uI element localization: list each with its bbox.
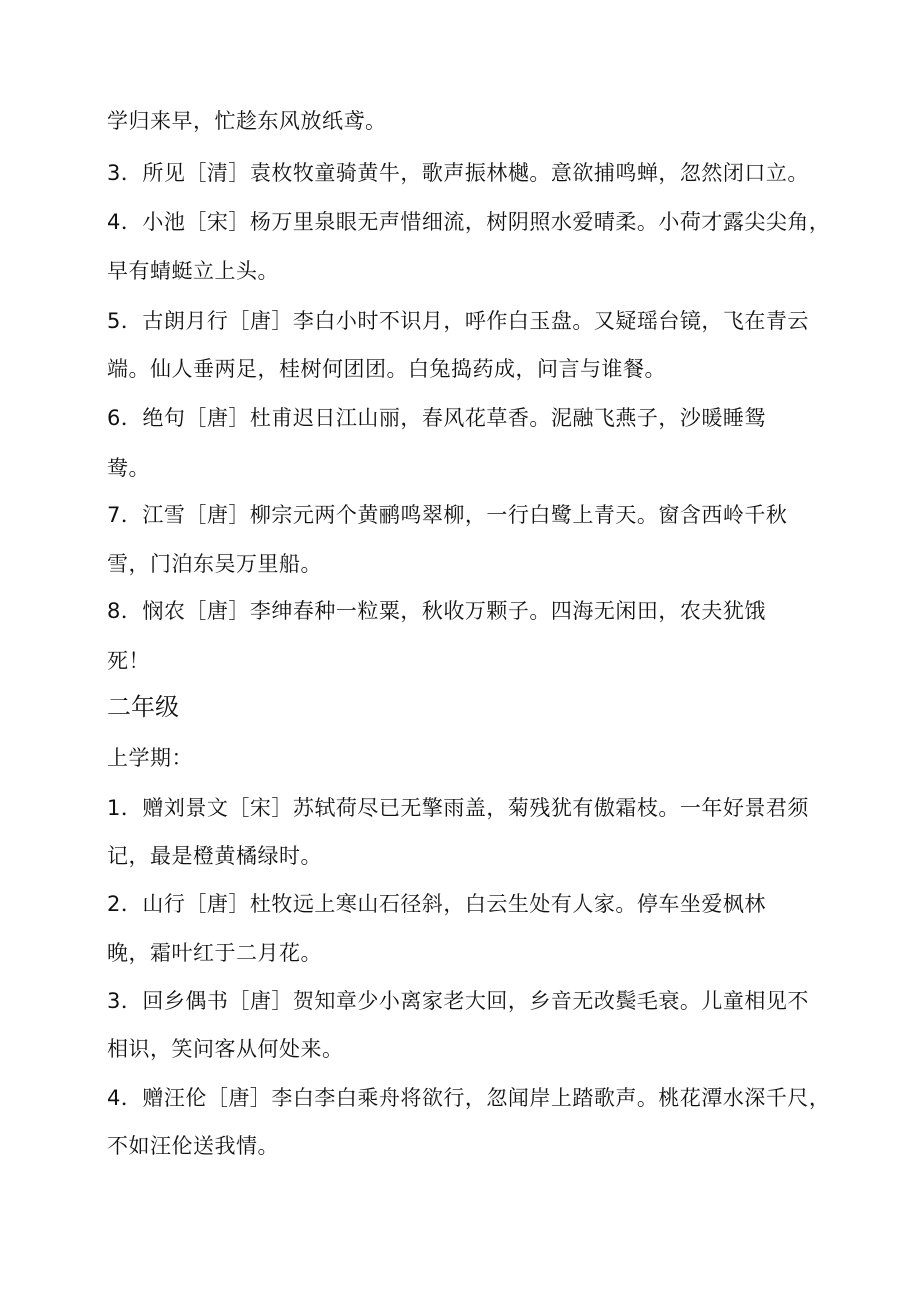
- text-line: 2．山行［唐］杜牧远上寒山石径斜，白云生处有人家。停车坐爱枫林: [107, 892, 766, 916]
- text-line: 学归来早，忙趁东风放纸鸢。: [107, 109, 387, 133]
- text-line: 死！: [107, 649, 150, 673]
- text-line: 4．小池［宋］杨万里泉眼无声惜细流，树阴照水爱晴柔。小荷才露尖尖角，: [107, 210, 831, 234]
- subheading: 上学期：: [107, 746, 193, 770]
- text-line: 3．所见［清］袁枚牧童骑黄牛，歌声振林樾。意欲捕鸣蝉，忽然闭口立。: [107, 161, 809, 185]
- text-line: 雪，门泊东吴万里船。: [107, 552, 322, 576]
- text-line: 3．回乡偶书［唐］贺知章少小离家老大回，乡音无改鬓毛衰。儿童相见不: [107, 989, 809, 1013]
- text-line: 1．赠刘景文［宋］苏轼荷尽已无擎雨盖，菊残犹有傲霜枝。一年好景君须: [107, 796, 809, 820]
- section-heading: 二年级: [107, 693, 179, 721]
- text-line: 4．赠汪伦［唐］李白李白乘舟将欲行，忽闻岸上踏歌声。桃花潭水深千尺，: [107, 1086, 831, 1110]
- text-line: 7．江雪［唐］柳宗元两个黄鹂鸣翠柳，一行白鹭上青天。窗含西岭千秋: [107, 503, 788, 527]
- text-line: 晚，霜叶红于二月花。: [107, 941, 322, 965]
- text-line: 鸯。: [107, 456, 150, 480]
- text-line: 相识，笑问客从何处来。: [107, 1037, 344, 1061]
- text-line: 端。仙人垂两足，桂树何团团。白兔捣药成，问言与谁餐。: [107, 357, 666, 381]
- text-line: 8．悯农［唐］李绅春种一粒粟，秋收万颗子。四海无闲田，农夫犹饿: [107, 599, 766, 623]
- text-line: 6．绝句［唐］杜甫迟日江山丽，春风花草香。泥融飞燕子，沙暖睡鸳: [107, 406, 766, 430]
- text-line: 记，最是橙黄橘绿时。: [107, 844, 322, 868]
- text-line: 早有蜻蜓立上头。: [107, 259, 279, 283]
- text-line: 不如汪伦送我情。: [107, 1134, 279, 1158]
- text-line: 5．古朗月行［唐］李白小时不识月，呼作白玉盘。又疑瑶台镜，飞在青云: [107, 309, 809, 333]
